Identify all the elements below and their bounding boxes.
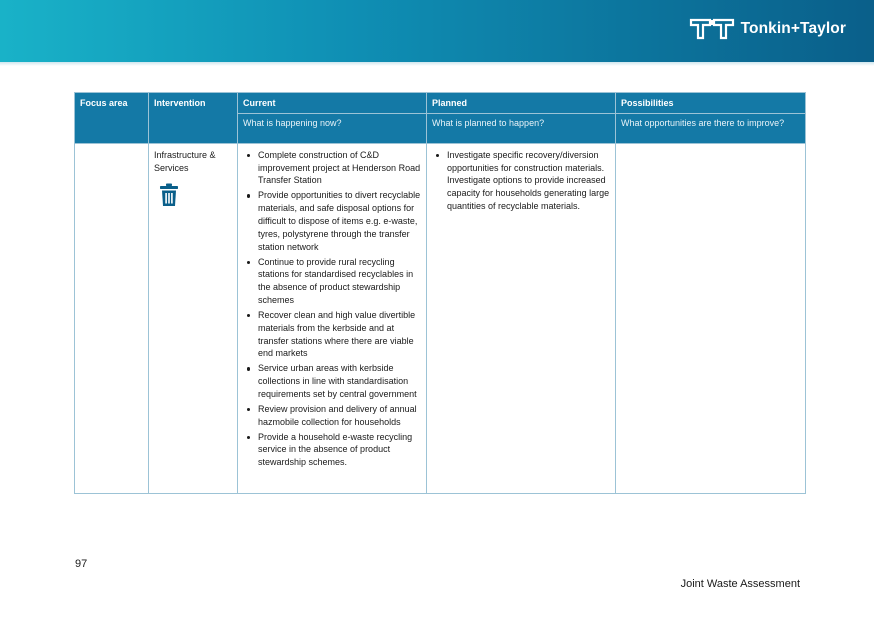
document-title: Joint Waste Assessment [680,578,800,590]
column-header-intervention: Intervention [149,93,238,144]
focus-area-cell [75,143,149,493]
intervention-label: Infrastructure & Services [154,149,216,173]
header-banner [0,0,874,62]
current-list [243,149,421,469]
column-header-current: Current [238,93,427,114]
list-item: Provide opportunities to divert recyclable materials, and safe disposal options for difficult to dispose of items e.g. e-waste, tyres, polystyrene through the transfer station network [243,189,421,253]
column-header-possibilities: Possibilities [616,93,806,114]
header-row [75,93,806,114]
brand-logo [689,15,846,43]
list-item: Continue to provide rural recycling stations for standardised recyclables in the absence of product stewardship schemes [243,256,421,307]
trash-bin-icon [159,183,179,207]
header-divider [0,62,874,66]
column-header-focus-area: Focus area [75,93,149,144]
list-item: Review provision and delivery of annual hazmobile collection for households [243,403,421,429]
list-item: Provide a household e-waste recycling service in the absence of product stewardship schemes. [243,431,421,469]
current-cell [238,143,427,493]
subheader-current: What is happening now? [238,113,427,143]
planned-list [432,149,610,213]
list-item: Recover clean and high value divertible materials from the kerbside and at transfer stations where there are viable end markets [243,309,421,360]
page-number: 97 [75,558,88,570]
subheader-possibilities: What opportunities are there to improve? [616,113,806,143]
list-item: Service urban areas with kerbside collections in line with standardisation requirements set by central government [243,362,421,400]
planned-cell [427,143,616,493]
column-header-planned: Planned [427,93,616,114]
assessment-table [74,92,806,494]
table-row [75,143,806,493]
possibilities-cell [616,143,806,493]
list-item: Complete construction of C&D improvement project at Henderson Road Transfer Station [243,149,421,187]
subheader-planned: What is planned to happen? [427,113,616,143]
list-item: Investigate specific recovery/diversion opportunities for construction materials. Investigate options to provide increased capacity for households generating large quantities of recyclable materials. [432,149,610,213]
intervention-cell [149,143,238,493]
tt-logo-icon [689,17,735,41]
brand-name: Tonkin+Taylor [740,20,846,37]
